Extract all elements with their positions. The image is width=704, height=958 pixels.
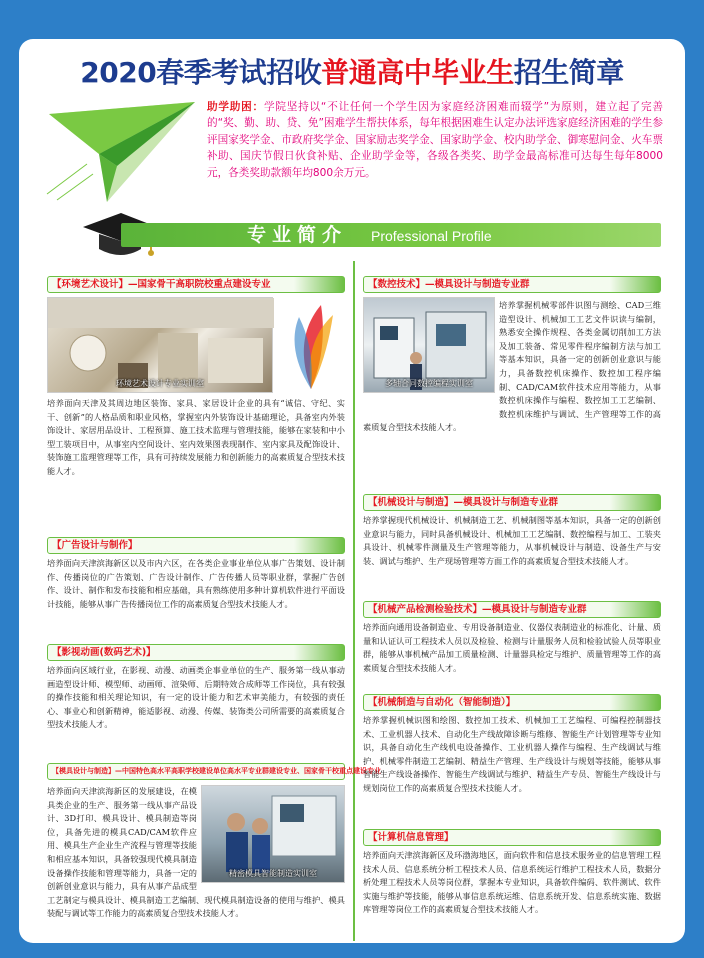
art-feather-icon (281, 301, 343, 391)
section-heading: 【模具设计与制造】—中国特色高水平高职学校建设单位高水平专业群建设专业、国家骨干校重点建设专业 (47, 763, 345, 780)
section-body: 培养面向天津滨海新区以及市内六区，在各类企业事业单位从事广告策划、设计制作、传播岗位的广告策划、广告设计制作、广告传播人员等职业群，掌握广告创作、设计、制作和发布技能和相应基础，具有熟练使用多种计算机软件进行平面设计技能，能够从事广告传播岗位工作的高素质复合型技术技能人才。 (47, 558, 345, 609)
cnc-body-wrap (363, 296, 661, 435)
section-heading: 【广告设计与制作】 (47, 537, 345, 554)
paper-plane-icon (47, 94, 197, 204)
page-title (19, 51, 685, 91)
section-body: 培养面向通用设备制造业、专用设备制造业、仪器仪表制造业的标准化、计量、质量和认证认可工程技术人员以及检验、检测与计量服务人员和检验试验人员等职业群，能够从事机械产品加工质量检测、计量器具检定与维护、质量管理等工作的高素质复合型技术技能人才。 (363, 622, 661, 673)
section-body: 培养掌握现代机械设计、机械制造工艺、机械制图等基本知识，具备一定的创新创业意识与能力，同时具备机械设计、机械加工工艺编制、数控编程与加工、工装夹具设计、机械零件测量及生产管理等能力，从事机械设计与制造、设备生产与安装、调试与维护、生产现场管理等方面工作的高素质复合型技术技能人才。 (363, 515, 661, 566)
section-animation (47, 644, 345, 732)
aid-text: 学院坚持以“不让任何一个学生因为家庭经济困难而辍学”为原则，建立起了完善的“奖、勤、助、贷、免”困难学生帮扶体系，每年根据困难生认定办法评选家庭经济困难的学生参评国家奖学金、市政府奖学金、国家励志奖学金、国家助学金、校内助学金、御寒慰问金、火车票补助、国庆节假日伙食补贴、企业助学金等，各级各类奖、助学金最高标准可达每生每年8000元，各类奖助款额年均800余万元。 (207, 101, 663, 179)
column-divider (353, 261, 355, 941)
section-body: 培养掌握机械识图和绘图、数控加工技术、机械加工工艺编程、可编程控制器技术、工业机器人技术、自动化生产线故障诊断与维修、智能生产计划管理等专业知识，具备自动化生产线机电设备操作、工业机器人操作与编程、生产线调试与维护、机械零件制造工艺编制、精益生产管理、生产线设计与规划等技能，能够从事智能生产线设备操作、智能生产线调试与维护、精益生产专员、智能生产线设计与规划岗位工作的高素质复合型技术技能人才。 (363, 715, 661, 793)
section-heading: 【计算机信息管理】 (363, 829, 661, 846)
title-part-1: 2020春季考试招收 (80, 56, 322, 89)
section-ad-design (47, 537, 345, 611)
section-heading: 【影视动画(数码艺术)】 (47, 644, 345, 661)
section-heading: 【环境艺术设计】—国家骨干高职院校重点建设专业 (47, 276, 345, 293)
section-body: 培养面向天津滨海新区及环渤海地区，面向软件和信息技术服务业的信息管理工程技术人员、信息系统分析工程技术人员、信息系统运行维护工程技术人员，数据分析处理工程技术人员等岗位群，掌握本专业知识，具备软件编码、软件测试、软件实施与维护等技能，能够从事信息系统运维、信息系统开发、信息系统实施、数据库管理等岗位工作的高素质复合型技术技能人才。 (363, 850, 661, 915)
section-heading: 【机械制造与自动化（智能制造）】 (363, 694, 661, 711)
photo-caption: 多轴合同数控编程实训室 (385, 379, 473, 388)
section-env-art (47, 276, 345, 293)
env-art-body-wrap (47, 394, 345, 479)
section-heading: 【机械设计与制造】—模具设计与制造专业群 (363, 494, 661, 511)
banner-title-en: Professional Profile (371, 228, 492, 244)
section-cis (363, 829, 661, 917)
aid-label: 助学助困： (207, 101, 264, 113)
section-body: 培养面向区域行业，在影视、动漫、动画类企事业单位的生产、服务第一线从事动画造型设计师、模型师、动画师、渲染师、后期特效合成师等工作岗位，具有较强的操作技能和相关理论知识，有一定的设计能力和艺术审美能力，有较强的责任心、事业心和创新精神，能适影视、动漫、传媒、装饰类公司所需要的高素质复合型技术技能人才。 (47, 665, 345, 730)
photo-caption: 环境艺术设计专业实训室 (116, 379, 204, 388)
section-body: 培养面向天津及其周边地区装饰、家具、家居设计企业的具有“诚信、守纪、实干、创新”的人格品质和职业风格，掌握室内外装饰设计基础理论，具备室内外装饰设计、家居用品设计、工程预算、施工技术监理与管理技能，能够在家装和中小型工装项目中，从事室内空间设计、室内效果图表现制作、室内家具及配饰设计、装饰施工监理管理等工作，具有可持续发展能力和创新能力的高素质复合型技术技能人才。 (47, 398, 345, 476)
section-cnc (363, 276, 661, 293)
section-body: 培养掌握机械零部件识图与测绘、CAD三维造型设计、机械加工工艺文件识读与编制，熟悉安全操作规程、各类金属切削加工方法及加工装备、常见零件程序编制方法与加工等基本知识，具备一定的创新创业意识与能力，具备数控机床操作、数控加工程序编制、CAD/CAM软件技术应用等能力，从事数控机床操作与编程、数控加工工艺编制、数控机床维护与调试、生产管理等工作的高素质复合型技术技能人才。 (363, 300, 661, 433)
title-part-2: 普通高中毕业生 (321, 56, 514, 89)
photo-caption: 精密模具智能制造实训室 (229, 869, 317, 878)
section-mech-design (363, 494, 661, 568)
banner-title-zh: 专业简介 (247, 224, 348, 246)
section-mold-design (47, 763, 381, 780)
financial-aid-paragraph (207, 99, 663, 181)
photo-env-art-lab (47, 297, 273, 393)
section-heading: 【机械产品检测检验技术】—模具设计与制造专业群 (363, 601, 661, 618)
section-inspection (363, 601, 661, 675)
section-banner (121, 223, 661, 247)
section-body: 培养面向天津滨海新区的发展建设，在模具类企业的生产、服务第一线从事产品设计、3D打印、模具设计、模具制造等岗位，具备先进的模具CAD/CAM软件应用、模具生产企业生产流程与管理等技能和相应基本知识，具备较强现代模具制造设备操作技能和管理等能力，具备一定的创新创业意识与能力，具有从事产品成型工艺制定与模具设计、模具制造工艺编制、现代模具制造设备的使用与维护、模具装配与调试等工作能力的高素质复合型技术技能人才。 (47, 786, 345, 919)
section-automation (363, 694, 661, 796)
title-part-3: 招生简章 (513, 56, 624, 89)
section-heading: 【数控技术】—模具设计与制造专业群 (363, 276, 661, 293)
poster-sheet (19, 39, 685, 943)
